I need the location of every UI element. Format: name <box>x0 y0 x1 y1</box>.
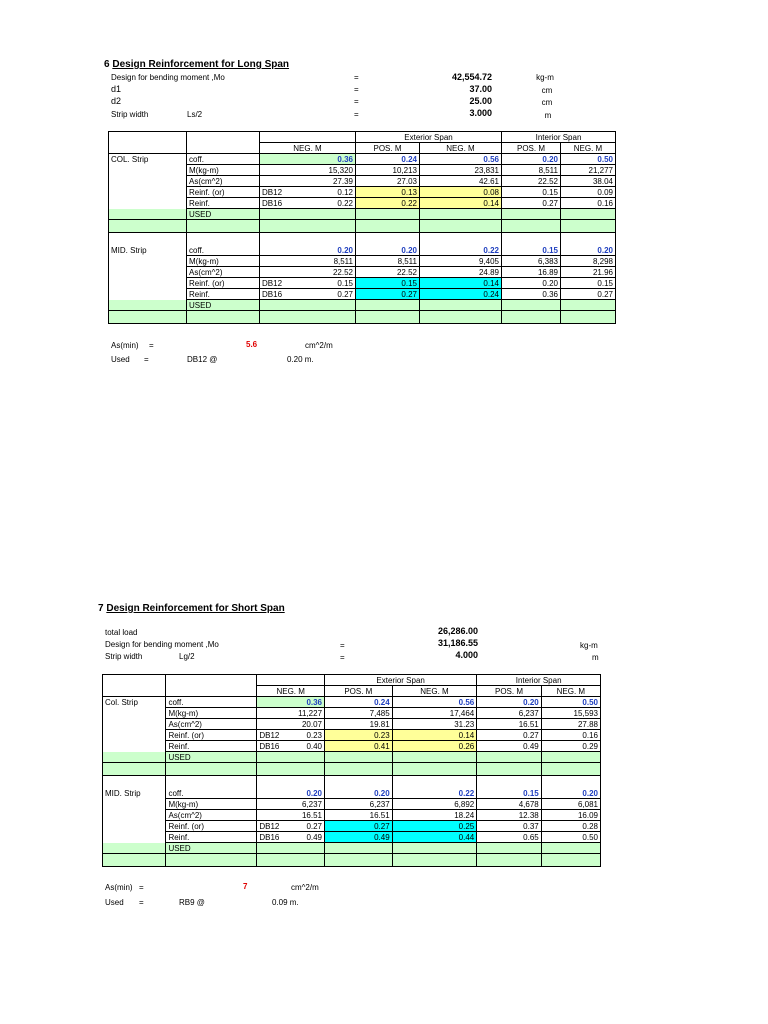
table-cell: DB12 0.12 <box>260 187 356 198</box>
table-cell: 0.36 <box>502 289 561 300</box>
header-row <box>109 143 616 154</box>
spacer-row <box>109 233 616 246</box>
param-value: 37.00 <box>469 84 492 94</box>
table-cell: 0.49 <box>325 832 393 843</box>
table-cell: 0.22 <box>392 788 477 799</box>
table-cell: 0.50 <box>541 697 600 708</box>
table-cell: 16.89 <box>502 267 561 278</box>
table-cell: 0.27 <box>561 289 616 300</box>
table-row <box>103 810 601 821</box>
table-cell: 0.27 <box>325 821 393 832</box>
table-cell: 0.09 <box>561 187 616 198</box>
table-row <box>103 708 601 719</box>
equals-sign: = <box>149 341 154 350</box>
param-sub: Lg/2 <box>179 652 195 661</box>
used-bar: RB9 @ <box>179 898 205 907</box>
param-unit: m <box>544 111 552 120</box>
table-row <box>103 788 601 799</box>
param-label: Design for bending moment ,Mo <box>105 640 219 649</box>
table-cell: 6,237 <box>477 708 541 719</box>
table-cell: 0.15 <box>356 278 420 289</box>
table-cell: 8,298 <box>561 256 616 267</box>
equals-sign: = <box>139 898 144 907</box>
equals-sign: = <box>340 641 345 650</box>
table-cell: 0.27 <box>502 198 561 209</box>
table-cell: 0.24 <box>420 289 502 300</box>
param-value: 25.00 <box>469 96 492 106</box>
table-cell: 0.25 <box>392 821 477 832</box>
table-cell: 18.24 <box>392 810 477 821</box>
bar-size: DB16 <box>262 289 283 299</box>
table-row <box>109 256 616 267</box>
table-cell: 10,213 <box>356 165 420 176</box>
row-label: Reinf. (or) <box>187 278 260 289</box>
param-label: Strip width <box>111 110 149 119</box>
table-cell: 0.20 <box>477 697 541 708</box>
strip-label: COL. Strip <box>109 154 187 165</box>
col-header: POS. M <box>477 686 541 697</box>
table-cell: 0.65 <box>477 832 541 843</box>
table-cell: 27.88 <box>541 719 600 730</box>
table-cell: 0.50 <box>541 832 600 843</box>
section-number: 7 <box>98 603 104 614</box>
table-cell: 42.61 <box>420 176 502 187</box>
table-cell: 15,320 <box>260 165 356 176</box>
table-cell: 0.14 <box>420 198 502 209</box>
table-cell: 24.89 <box>420 267 502 278</box>
param-value: 3.000 <box>469 108 492 118</box>
used-row <box>109 300 616 311</box>
used-spacing: 0.09 m. <box>272 898 299 907</box>
table-cell: 23,831 <box>420 165 502 176</box>
row-label: M(kg-m) <box>187 256 260 267</box>
table-row <box>109 267 616 278</box>
section-heading: Design Reinforcement for Short Span <box>106 603 285 614</box>
table-row <box>103 730 601 741</box>
section-7-title <box>98 603 285 614</box>
interior-span-header: Interior Span <box>477 675 601 686</box>
table-cell: DB16 0.40 <box>257 741 325 752</box>
strip-label: Col. Strip <box>103 697 166 708</box>
long-span-table <box>108 131 616 324</box>
table-cell: 0.49 <box>477 741 541 752</box>
table-cell: 22.52 <box>502 176 561 187</box>
table-cell: 17,464 <box>392 708 477 719</box>
asmin-value: 7 <box>243 882 248 891</box>
table-cell: DB16 0.49 <box>257 832 325 843</box>
row-label: Reinf. <box>166 741 257 752</box>
table-cell: 4,678 <box>477 799 541 810</box>
row-label: USED <box>166 752 257 763</box>
exterior-span-header: Exterior Span <box>356 132 502 143</box>
table-cell: DB12 0.27 <box>257 821 325 832</box>
param-value: 31,186.55 <box>437 638 478 648</box>
bar-size: DB12 <box>262 187 283 197</box>
table-cell: 0.20 <box>502 154 561 165</box>
param-unit: kg-m <box>580 641 598 650</box>
asmin-unit: cm^2/m <box>305 341 333 350</box>
interior-span-header: Interior Span <box>502 132 616 143</box>
table-cell: 8,511 <box>260 256 356 267</box>
asmin-value: 5.6 <box>246 340 258 349</box>
table-cell: 0.20 <box>356 245 420 256</box>
table-cell: 0.15 <box>561 278 616 289</box>
table-cell: 0.16 <box>541 730 600 741</box>
table-cell: 8,511 <box>356 256 420 267</box>
table-row <box>103 741 601 752</box>
used-label: Used <box>105 898 124 907</box>
bar-size: DB12 <box>259 730 280 740</box>
table-row <box>103 821 601 832</box>
table-cell: 0.20 <box>541 788 600 799</box>
row-label: coff. <box>187 245 260 256</box>
param-unit: cm <box>541 98 553 107</box>
param-unit: cm <box>541 86 553 95</box>
used-row <box>109 209 616 220</box>
table-cell: 0.14 <box>420 278 502 289</box>
table-cell: 0.37 <box>477 821 541 832</box>
bar-size: DB12 <box>262 278 283 288</box>
table-cell: 0.56 <box>392 697 477 708</box>
bar-size: DB12 <box>259 821 280 831</box>
spacer-row <box>109 220 616 233</box>
param-label: d2 <box>111 96 122 106</box>
row-label: coff. <box>166 788 257 799</box>
table-cell: 0.44 <box>392 832 477 843</box>
table-cell: 9,405 <box>420 256 502 267</box>
table-cell: 11,227 <box>257 708 325 719</box>
row-label: M(kg-m) <box>166 708 257 719</box>
table-cell: 16.51 <box>325 810 393 821</box>
table-cell: 8,511 <box>502 165 561 176</box>
table-cell: DB12 0.23 <box>257 730 325 741</box>
table-cell: 6,237 <box>257 799 325 810</box>
table-cell: 22.52 <box>260 267 356 278</box>
spacer-row <box>103 776 601 789</box>
table-cell: 0.14 <box>392 730 477 741</box>
table-row <box>109 187 616 198</box>
total-load-label: total load <box>105 628 138 637</box>
table-cell: 0.28 <box>541 821 600 832</box>
table-cell: 16.51 <box>477 719 541 730</box>
equals-sign: = <box>139 883 144 892</box>
equals-sign: = <box>144 355 149 364</box>
equals-sign: = <box>354 97 359 106</box>
param-sub: Ls/2 <box>187 110 203 119</box>
col-header: NEG. M <box>257 686 325 697</box>
table-cell: 31.23 <box>392 719 477 730</box>
short-span-table <box>102 674 601 867</box>
table-cell: 6,892 <box>392 799 477 810</box>
section-6-title <box>104 59 289 70</box>
table-row <box>103 799 601 810</box>
row-label: Reinf. <box>187 289 260 300</box>
table-row <box>103 697 601 708</box>
table-cell: 0.27 <box>356 289 420 300</box>
header-row <box>103 686 601 697</box>
table-cell: 0.50 <box>561 154 616 165</box>
row-label: coff. <box>166 697 257 708</box>
table-cell: 16.09 <box>541 810 600 821</box>
asmin-unit: cm^2/m <box>291 883 319 892</box>
table-cell: 0.15 <box>477 788 541 799</box>
table-cell: DB16 0.27 <box>260 289 356 300</box>
bar-size: DB16 <box>259 832 280 842</box>
table-cell: 0.15 <box>502 187 561 198</box>
table-cell: 0.24 <box>325 697 393 708</box>
col-header: NEG. M <box>561 143 616 154</box>
table-cell: 0.56 <box>420 154 502 165</box>
spacer-row <box>103 854 601 867</box>
row-label: Reinf. <box>187 198 260 209</box>
table-cell: 0.23 <box>325 730 393 741</box>
table-cell: 27.39 <box>260 176 356 187</box>
table-cell: 7,485 <box>325 708 393 719</box>
table-cell: 6,081 <box>541 799 600 810</box>
table-cell: 0.41 <box>325 741 393 752</box>
bar-size: DB16 <box>259 741 280 751</box>
table-cell: 19.81 <box>325 719 393 730</box>
table-row <box>109 245 616 256</box>
param-value: 42,554.72 <box>451 72 492 82</box>
table-cell: 0.26 <box>392 741 477 752</box>
header-row <box>109 132 616 143</box>
total-load-value: 26,286.00 <box>437 626 478 636</box>
equals-sign: = <box>340 653 345 662</box>
asmin-label: As(min) <box>105 883 133 892</box>
strip-label: MID. Strip <box>103 788 166 799</box>
table-cell: 0.36 <box>260 154 356 165</box>
spacer-row <box>109 311 616 324</box>
col-header: NEG. M <box>420 143 502 154</box>
table-cell: 0.22 <box>356 198 420 209</box>
param-label: d1 <box>111 84 122 94</box>
param-label: Design for bending moment ,Mo <box>111 73 225 82</box>
table-cell: 0.20 <box>260 245 356 256</box>
col-header: POS. M <box>356 143 420 154</box>
row-label: As(cm^2) <box>166 719 257 730</box>
row-label: USED <box>166 843 257 854</box>
table-cell: 0.16 <box>561 198 616 209</box>
table-cell: 0.20 <box>325 788 393 799</box>
asmin-label: As(min) <box>111 341 139 350</box>
table-row <box>109 176 616 187</box>
param-label: Strip width <box>105 652 143 661</box>
table-cell: 38.04 <box>561 176 616 187</box>
table-cell: 0.08 <box>420 187 502 198</box>
row-label: USED <box>187 209 260 220</box>
row-label: As(cm^2) <box>166 810 257 821</box>
table-cell: DB12 0.15 <box>260 278 356 289</box>
col-header: NEG. M <box>541 686 600 697</box>
table-row <box>103 719 601 730</box>
row-label: M(kg-m) <box>166 799 257 810</box>
equals-sign: = <box>354 110 359 119</box>
table-cell: 20.07 <box>257 719 325 730</box>
used-spacing: 0.20 m. <box>287 355 314 364</box>
table-cell: 0.20 <box>561 245 616 256</box>
equals-sign: = <box>354 73 359 82</box>
row-label: Reinf. <box>166 832 257 843</box>
exterior-span-header: Exterior Span <box>325 675 477 686</box>
col-header: POS. M <box>325 686 393 697</box>
table-row <box>103 832 601 843</box>
used-row <box>103 843 601 854</box>
table-row <box>109 289 616 300</box>
row-label: M(kg-m) <box>187 165 260 176</box>
table-cell: 0.13 <box>356 187 420 198</box>
row-label: Reinf. (or) <box>166 730 257 741</box>
table-row <box>109 278 616 289</box>
row-label: Reinf. (or) <box>166 821 257 832</box>
header-row <box>103 675 601 686</box>
table-cell: 6,383 <box>502 256 561 267</box>
table-cell: 0.20 <box>502 278 561 289</box>
col-header: NEG. M <box>260 143 356 154</box>
section-heading: Design Reinforcement for Long Span <box>112 59 290 70</box>
bar-size: DB16 <box>262 198 283 208</box>
table-cell: 16.51 <box>257 810 325 821</box>
table-cell: 22.52 <box>356 267 420 278</box>
table-cell: 6,237 <box>325 799 393 810</box>
row-label: USED <box>187 300 260 311</box>
param-unit: m <box>592 653 599 662</box>
table-cell: 0.27 <box>477 730 541 741</box>
table-cell: 0.20 <box>257 788 325 799</box>
table-cell: 15,593 <box>541 708 600 719</box>
strip-label: MID. Strip <box>109 245 187 256</box>
equals-sign: = <box>354 85 359 94</box>
table-row <box>109 165 616 176</box>
table-cell: 27.03 <box>356 176 420 187</box>
table-cell: 0.22 <box>420 245 502 256</box>
param-value: 4.000 <box>455 650 478 660</box>
table-row <box>109 198 616 209</box>
used-label: Used <box>111 355 130 364</box>
row-label: coff. <box>187 154 260 165</box>
table-cell: 21,277 <box>561 165 616 176</box>
row-label: As(cm^2) <box>187 267 260 278</box>
row-label: As(cm^2) <box>187 176 260 187</box>
table-cell: DB16 0.22 <box>260 198 356 209</box>
section-number: 6 <box>104 59 110 70</box>
table-cell: 0.36 <box>257 697 325 708</box>
col-header: POS. M <box>502 143 561 154</box>
table-cell: 21.96 <box>561 267 616 278</box>
col-header: NEG. M <box>392 686 477 697</box>
used-row <box>103 752 601 763</box>
row-label: Reinf. (or) <box>187 187 260 198</box>
table-cell: 0.29 <box>541 741 600 752</box>
spacer-row <box>103 763 601 776</box>
table-cell: 0.24 <box>356 154 420 165</box>
table-row <box>109 154 616 165</box>
table-cell: 12.38 <box>477 810 541 821</box>
used-bar: DB12 @ <box>187 355 218 364</box>
param-unit: kg-m <box>536 73 554 82</box>
table-cell: 0.15 <box>502 245 561 256</box>
